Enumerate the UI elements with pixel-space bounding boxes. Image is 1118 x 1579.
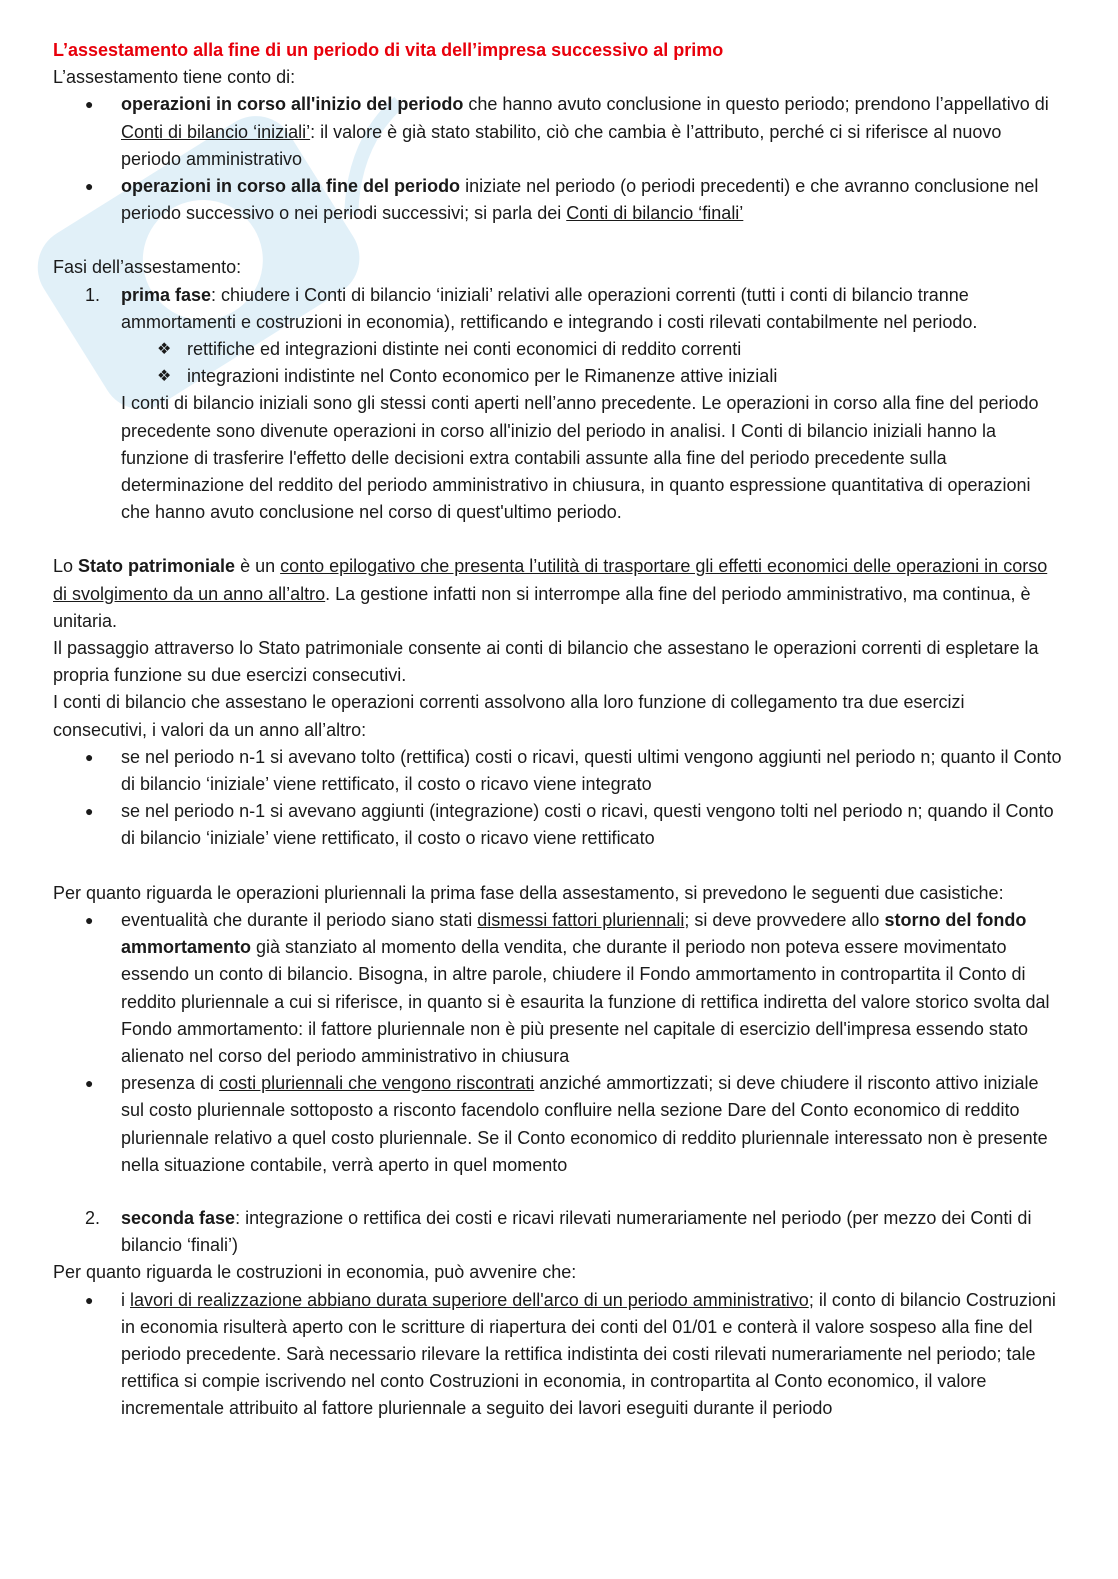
phase-list-2: [53, 1205, 1063, 1259]
text-run: iniziate nel periodo (o periodi precedenti) e che avranno conclusione nel periodo successivo o nei periodi successivi; si parla dei: [121, 176, 1039, 224]
text-run: è un: [235, 556, 281, 577]
stato-patrimoniale-paragraph: [53, 553, 1063, 635]
text-run: : chiudere i Conti di bilancio ‘iniziali’ relativi alle operazioni correnti (tutti i conti di bilancio tranne ammortamenti e costruzioni in economia), rettificando e integrando i costi rilevati contabilmente nel periodo.: [121, 284, 978, 332]
intro-list: [53, 91, 1063, 227]
underlined-term: lavori di realizzazione abbiano durata superiore dell'arco di un periodo amministrativo: [130, 1289, 809, 1310]
text-run: : integrazione o rettifica dei costi e ricavi rilevati numerariamente nel periodo (per mezzo dei Conti di bilancio ‘finali’): [121, 1207, 1032, 1256]
underlined-term: Conti di bilancio ‘iniziali’: [121, 121, 311, 142]
bold-term: operazioni in corso alla fine del periodo: [121, 176, 461, 197]
text-run: . La gestione infatti non si interrompe alla fine del periodo amministrativo, ma continua, è unitaria.: [53, 583, 1031, 631]
text-run: : il valore è già stato stabilito, ciò che cambia è l’attributo, perché ci si riferisce al nuovo periodo amministrativo: [121, 121, 1002, 169]
text-run: Lo: [53, 556, 79, 577]
text-run: già stanziato al momento della vendita, che durante il periodo non poteva essere movimentato essendo un conto di bilancio. Bisogna, in altre parole, chiudere il Fondo ammortamento in contropartita il Conto di reddito pluriennale a cui si riferisce, in quanto si è esaurita la funzione di rettifica indiretta del valore storico svolta dal Fondo ammortamento: il fattore pluriennale non è più presente nel capitale di esercizio dell'impresa essendo stato alienato nel corso del periodo amministrativo in chiusura: [121, 937, 1050, 1066]
phase-number: 2.: [85, 1207, 101, 1228]
phases-intro: Fasi dell’assestamento:: [53, 257, 242, 278]
underlined-term: dismessi fattori pluriennali: [477, 909, 685, 930]
document-title: L’assestamento alla fine di un periodo di vita dell’impresa successivo al primo: [53, 40, 724, 60]
phase-item-2: [53, 1205, 1063, 1259]
bold-term: storno del fondo ammortamento: [121, 909, 1027, 958]
phase-item-1: [53, 282, 1063, 336]
bold-term: prima fase: [121, 284, 212, 305]
list-item: [53, 907, 1063, 1070]
bold-term: Stato patrimoniale: [78, 556, 236, 577]
underlined-term: conto epilogativo che presenta l’utilità di trasportare gli effetti economici delle operazioni in corso di svolgimento da un anno all’altro: [53, 556, 1048, 604]
costruzioni-paragraph: Per quanto riguarda le costruzioni in economia, può avvenire che:: [53, 1262, 577, 1283]
document-page: [53, 37, 1063, 1423]
underlined-term: costi pluriennali che vengono riscontrati: [219, 1073, 535, 1094]
conti-list: [53, 744, 1063, 853]
text-run: ; si deve provvedere allo: [684, 909, 885, 930]
text-run: ; il conto di bilancio Costruzioni in economia risulterà aperto con le scritture di riapertura dei conti del 01/01 e conterà il valore sospeso alla fine del periodo precedente. Sarà necessario rilevare la rettifica indistinta dei costi rilevati numerariamente nel periodo; tale rettifica si compie iscrivendo nel conto Costruzioni in economia, in contropartita al Conto economico, il valore incrementale attribuito al fattore pluriennale a seguito dei lavori eseguiti durante il periodo: [121, 1289, 1056, 1419]
list-item: [53, 91, 1063, 173]
bold-term: seconda fase: [121, 1207, 236, 1228]
phase-list: [53, 282, 1063, 336]
text-run: presenza di: [121, 1073, 220, 1094]
conti-paragraph: I conti di bilancio che assestano le operazioni correnti assolvono alla loro funzione di collegamento tra due esercizi consecutivi, i valori da un anno all’altro:: [53, 692, 965, 740]
list-item: ● se nel periodo n-1 si avevano aggiunti (integrazione) costi o ricavi, questi vengono tolti nel periodo n; quando il Conto di bilancio ‘iniziale’ viene rettificato, il costo o ricavo viene rettificato: [53, 798, 1063, 852]
text-run: i: [121, 1289, 130, 1310]
list-item: ❖ rettifiche ed integrazioni distinte nei conti economici di reddito correnti: [53, 336, 1063, 363]
list-item: [53, 1070, 1063, 1179]
phase-number: 1.: [85, 284, 101, 305]
list-item: [53, 1287, 1063, 1423]
phase1-sublist: [53, 336, 1063, 390]
text-run: anziché ammortizzati; si deve chiudere il risconto attivo iniziale sul costo pluriennale sottoposto a risconto facendolo confluire nella sezione Dare del Conto economico di reddito pluriennale relativo a quel costo pluriennale. Se il Conto economico di reddito pluriennale interessato non è presente nella situazione contabile, verrà aperto in quel momento: [121, 1073, 1048, 1175]
list-item: ● se nel periodo n-1 si avevano tolto (rettifica) costi o ricavi, questi ultimi vengono aggiunti nel periodo n; quanto il Conto di bilancio ‘iniziale’ viene rettificato, il costo o ricavo viene integrato: [53, 744, 1063, 798]
pluriennali-list: [53, 907, 1063, 1179]
text-run: che hanno avuto conclusione in questo periodo; prendono l’appellativo di: [463, 94, 1049, 115]
pluriennali-paragraph: Per quanto riguarda le operazioni pluriennali la prima fase della assestamento, si prevedono le seguenti due casistiche:: [53, 882, 1004, 903]
underlined-term: Conti di bilancio ‘finali’: [566, 203, 744, 224]
phase1-paragraph: I conti di bilancio iniziali sono gli stessi conti aperti nell’anno precedente. Le operazioni in corso alla fine del periodo precedente sono divenute operazioni in corso all'inizio del periodo in analisi. I Conti di bilancio iniziali hanno la funzione di trasferire l'effetto delle decisioni extra contabili assunte alla fine del periodo precedente sulla determinazione del reddito del periodo amministrativo in chiusura, in quanto espressione quantitativa di operazioni che hanno avuto conclusione nel corso di quest'ultimo periodo.: [121, 393, 1039, 523]
list-item: [53, 173, 1063, 227]
costruzioni-list: [53, 1287, 1063, 1423]
passaggio-paragraph: Il passaggio attraverso lo Stato patrimoniale consente ai conti di bilancio che assestano le operazioni correnti di espletare la propria funzione su due esercizi consecutivi.: [53, 638, 1039, 686]
list-item: ❖ integrazioni indistinte nel Conto economico per le Rimanenze attive iniziali: [53, 363, 1063, 390]
text-run: eventualità che durante il periodo siano stati: [121, 909, 478, 930]
bold-term: operazioni in corso all'inizio del periodo: [121, 94, 464, 115]
intro-text: L’assestamento tiene conto di:: [53, 67, 296, 88]
